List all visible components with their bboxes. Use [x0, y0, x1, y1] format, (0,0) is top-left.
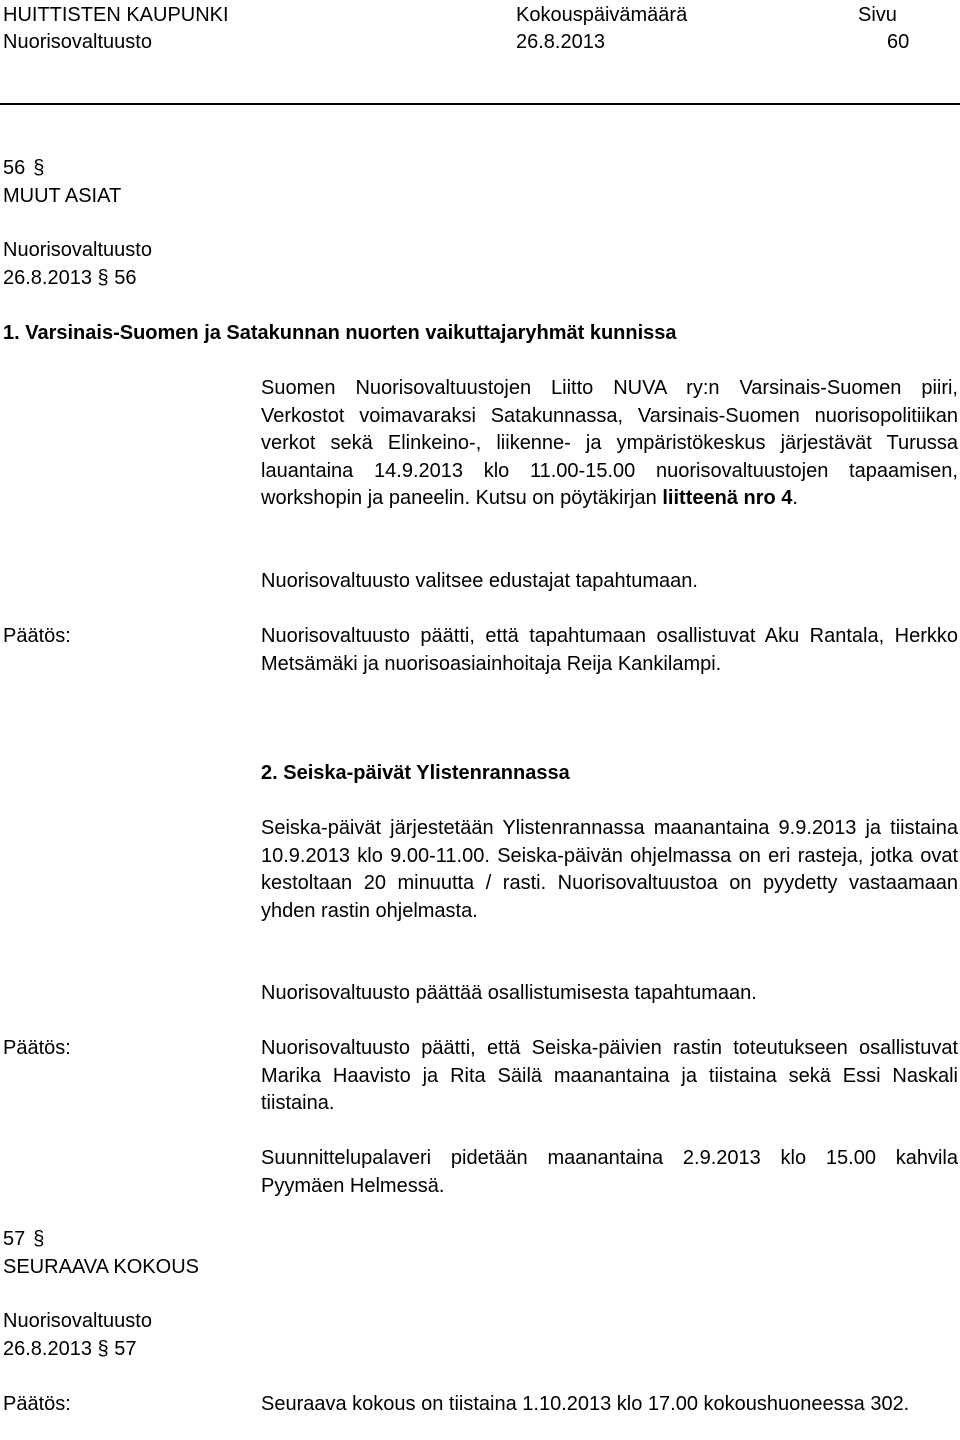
item-2-text: Seiska-päivät järjestetään Ylistenrannassa maanantaina 9.9.2013 ja tiistaina 10.9.2013 klo 9.00-11.00. Seiska-päivän ohjelmassa on eri rasteja, jotka ovat kestoltaan 20 minuutta / rasti. Nuorisovaltuustoa on pyydetty vastaamaan yhden rastin ohjelmasta.	[261, 817, 958, 922]
item-2-note: Suunnittelupalaveri pidetään maanantaina 2.9.2013 klo 15.00 kahvila Pyymäen Helmessä.	[261, 1147, 958, 1197]
decision-label: Päätös:	[3, 625, 71, 647]
body-name: Nuorisovaltuusto	[3, 31, 152, 53]
meeting-date: 26.8.2013	[516, 31, 605, 53]
item-2-decision: Nuorisovaltuusto päätti, että Seiska-päivien rastin toteutukseen osallistuvat Marika Haavisto ja Rita Säilä maanantaina ja tiistaina sekä Essi Naskali tiistaina.	[261, 1037, 958, 1114]
section-title: SEURAAVA KOKOUS	[3, 1255, 199, 1278]
decision-label: Päätös:	[3, 1037, 71, 1059]
item-2-proposal: Nuorisovaltuusto päättää osallistumisesta tapahtumaan.	[261, 982, 757, 1004]
date-label: Kokouspäivämäärä	[516, 4, 688, 26]
item-1-title: 1. Varsinais-Suomen ja Satakunnan nuorten vaikuttajaryhmät kunnissa	[3, 322, 677, 344]
attachment-reference: liitteenä nro 4	[662, 487, 793, 509]
decision-label: Päätös:	[3, 1393, 71, 1415]
section-sign-icon: §	[33, 157, 45, 179]
reference-date: 26.8.2013	[3, 1337, 92, 1360]
org-name: HUITTISTEN KAUPUNKI	[3, 4, 229, 26]
section-57-decision: Seuraava kokous on tiistaina 1.10.2013 klo 17.00 kokoushuoneessa 302.	[261, 1393, 910, 1415]
section-number: 57	[3, 1228, 26, 1250]
item-1-text-main: Suomen Nuorisovaltuustojen Liitto NUVA ry:n Varsinais-Suomen piiri, Verkostot voimavaraksi Satakunnassa, Varsinais-Suomen nuorisopolitiikan verkot sekä Elinkeino-, liikenne- ja ympäristökeskus järjestävät Turussa lauantaina 14.9.2013 klo 11.00-15.00 nuorisovaltuustojen tapaamisen, workshopin ja paneelin. Kutsu on pöytäkirjan	[261, 377, 958, 509]
section-title: MUUT ASIAT	[3, 184, 122, 207]
page-header	[0, 0, 960, 62]
reference-number: 56	[114, 266, 137, 289]
header-divider	[0, 103, 960, 105]
page-label: Sivu	[858, 4, 897, 26]
section-number: 56	[3, 157, 26, 179]
item-1-proposal: Nuorisovaltuusto valitsee edustajat tapahtumaan.	[261, 570, 698, 592]
item-2-title: 2. Seiska-päivät Ylistenrannassa	[261, 762, 570, 784]
section-sign-icon: §	[33, 1228, 45, 1250]
section-sign-icon: §	[97, 266, 109, 289]
page-number: 60	[887, 31, 910, 53]
reference-body: Nuorisovaltuusto	[3, 239, 152, 261]
reference-date: 26.8.2013	[3, 266, 92, 289]
section-57-heading	[3, 1226, 199, 1281]
item-1-text-end: .	[792, 487, 798, 509]
reference-body: Nuorisovaltuusto	[3, 1310, 152, 1332]
reference-number: 57	[114, 1337, 137, 1360]
item-1-text	[261, 375, 958, 513]
section-57-reference	[3, 1308, 152, 1363]
section-sign-icon: §	[97, 1337, 109, 1360]
section-56-heading	[3, 155, 121, 210]
item-1-decision: Nuorisovaltuusto päätti, että tapahtumaan osallistuvat Aku Rantala, Herkko Metsämäki ja nuorisoasiainhoitaja Reija Kankilampi.	[261, 625, 958, 675]
section-56-reference	[3, 237, 152, 292]
